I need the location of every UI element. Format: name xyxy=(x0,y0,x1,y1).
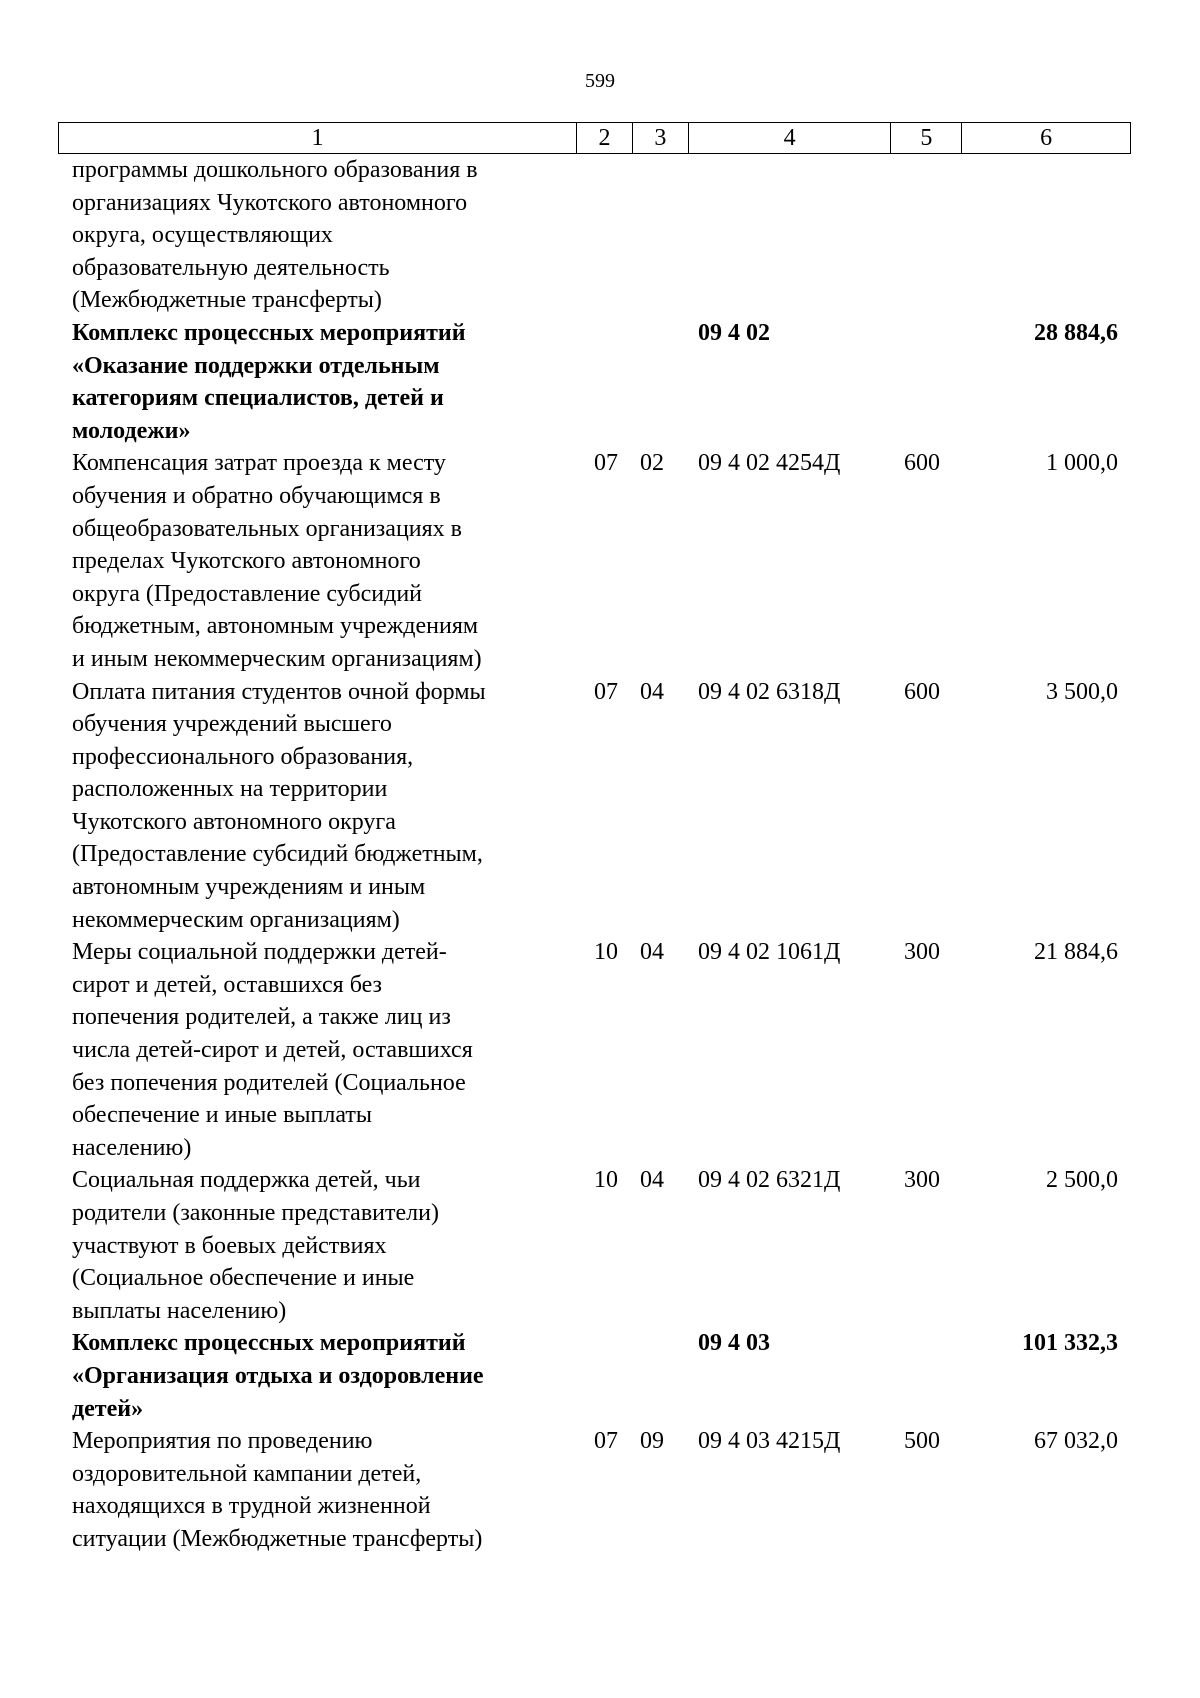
row-name: Оплата питания студентов очной формы обучения учреждений высшего профессионального образования, расположенных на территории Чукотского автономного округа (Предоставление субсидий бюджетным, автономным учреждениям и иным некоммерческим организациям) xyxy=(72,678,486,933)
row-target-code: 09 4 02 4254Д xyxy=(698,450,841,477)
row-amount: 2 500,0 xyxy=(1046,1167,1118,1194)
row-section xyxy=(584,317,638,447)
row-target-code: 09 4 02 xyxy=(698,319,770,346)
row-amount: 67 032,0 xyxy=(1034,1428,1118,1455)
table-row xyxy=(72,936,1132,1164)
row-target-code xyxy=(692,154,898,317)
row-section: 10 xyxy=(594,1167,618,1194)
row-subsection: 04 xyxy=(640,1167,664,1194)
row-section: 07 xyxy=(594,678,618,705)
row-subsection: 09 xyxy=(640,1428,664,1455)
header-col-1: 1 xyxy=(59,123,577,153)
row-section: 10 xyxy=(594,939,618,966)
table-row xyxy=(72,1164,1132,1327)
row-amount: 1 000,0 xyxy=(1046,450,1118,477)
row-expense-type: 300 xyxy=(904,939,940,966)
row-subsection: 04 xyxy=(640,678,664,705)
row-target-code: 09 4 02 6321Д xyxy=(698,1167,841,1194)
row-expense-type xyxy=(898,154,998,317)
table-body xyxy=(72,154,1132,1556)
table-row xyxy=(72,317,1132,447)
row-amount: 101 332,3 xyxy=(1022,1330,1118,1357)
row-expense-type xyxy=(898,1327,998,1425)
row-target-code: 09 4 03 4215Д xyxy=(698,1428,841,1455)
table-header xyxy=(58,122,1131,154)
row-name: Комплекс процессных мероприятий «Организация отдыха и оздоровление детей» xyxy=(72,1330,484,1422)
row-section xyxy=(584,154,638,317)
row-section: 07 xyxy=(594,450,618,477)
row-amount: 3 500,0 xyxy=(1046,678,1118,705)
row-expense-type xyxy=(898,317,998,447)
row-subsection: 02 xyxy=(640,450,664,477)
header-col-3: 3 xyxy=(633,123,689,153)
row-subsection xyxy=(638,1327,692,1425)
row-expense-type: 500 xyxy=(904,1428,940,1455)
row-name: Меры социальной поддержки детей- сирот и детей, оставшихся без попечения родителей, а также лиц из числа детей-сирот и детей, оставшихся без попечения родителей (Социальное обеспечение и иные выплаты населению) xyxy=(72,939,473,1161)
row-amount xyxy=(998,154,1118,317)
table-row xyxy=(72,447,1132,675)
row-amount: 21 884,6 xyxy=(1034,939,1118,966)
row-name: программы дошкольного образования в организациях Чукотского автономного округа, осуществляющих образовательную деятельность (Межбюджетные трансферты) xyxy=(72,157,478,314)
table-row xyxy=(72,1327,1132,1425)
page-number: 599 xyxy=(585,70,615,92)
header-col-4: 4 xyxy=(689,123,892,153)
row-section: 07 xyxy=(594,1428,618,1455)
table-row xyxy=(72,676,1132,937)
row-target-code: 09 4 02 6318Д xyxy=(698,678,841,705)
row-subsection: 04 xyxy=(640,939,664,966)
row-section xyxy=(584,1327,638,1425)
header-col-2: 2 xyxy=(577,123,633,153)
row-name: Компенсация затрат проезда к месту обучения и обратно обучающимся в общеобразовательных организациях в пределах Чукотского автономного округа (Предоставление субсидий бюджетным, автономным учреждениям и иным некоммерческим организациям) xyxy=(72,450,482,672)
header-col-6: 6 xyxy=(1040,125,1053,151)
table-row xyxy=(72,1425,1132,1555)
row-expense-type: 300 xyxy=(904,1167,940,1194)
row-expense-type: 600 xyxy=(904,450,940,477)
row-subsection xyxy=(638,154,692,317)
row-amount: 28 884,6 xyxy=(1034,319,1118,346)
table-row xyxy=(72,154,1132,317)
row-name: Социальная поддержка детей, чьи родители (законные представители) участвуют в боевых действиях (Социальное обеспечение и иные выплаты населению) xyxy=(72,1167,439,1324)
row-target-code: 09 4 02 1061Д xyxy=(698,939,841,966)
row-expense-type: 600 xyxy=(904,678,940,705)
row-name: Мероприятия по проведению оздоровительной кампании детей, находящихся в трудной жизненной ситуации (Межбюджетные трансферты) xyxy=(72,1428,483,1552)
row-name: Комплекс процессных мероприятий «Оказание поддержки отдельным категориям специалистов, детей и молодежи» xyxy=(72,319,466,444)
header-col-5: 5 xyxy=(891,123,962,153)
row-target-code: 09 4 03 xyxy=(698,1330,770,1357)
row-subsection xyxy=(638,317,692,447)
